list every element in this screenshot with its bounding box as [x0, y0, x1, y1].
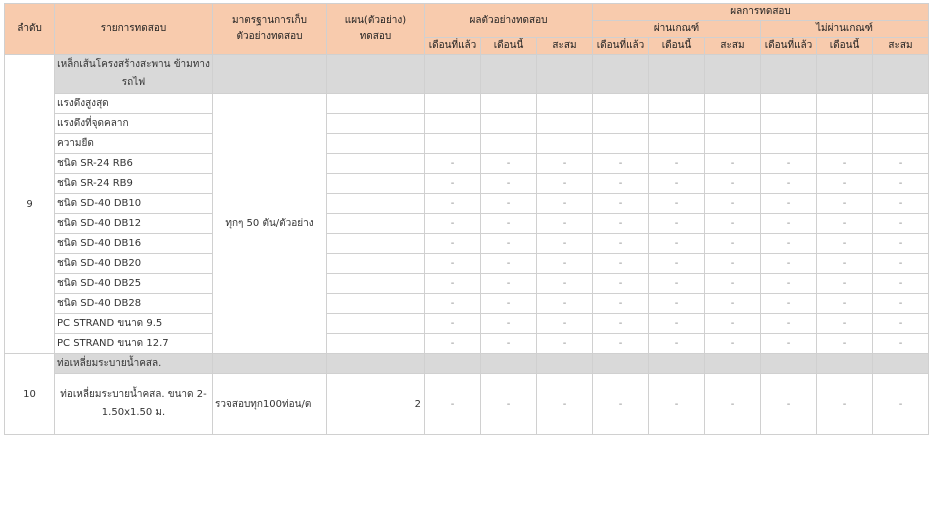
col-item: รายการทดสอบ — [55, 4, 213, 55]
plan-cell — [327, 314, 425, 334]
value-cell — [481, 114, 537, 134]
value-cell: - — [873, 294, 929, 314]
value-cell: - — [537, 294, 593, 314]
value-cell: - — [649, 314, 705, 334]
col-plan: แผน(ตัวอย่าง) ทดสอบ — [327, 4, 425, 55]
value-cell: - — [705, 294, 761, 314]
value-cell: - — [481, 374, 537, 435]
value-cell — [481, 94, 537, 114]
table-row — [5, 94, 929, 114]
value-cell: - — [425, 254, 481, 274]
item-label: แรงดึงที่จุดคลาก — [55, 114, 213, 134]
value-cell: - — [817, 274, 873, 294]
value-cell: - — [649, 374, 705, 435]
value-cell: - — [873, 254, 929, 274]
value-cell — [425, 114, 481, 134]
value-cell — [705, 94, 761, 114]
table-row — [5, 314, 929, 334]
plan-cell — [327, 254, 425, 274]
col-sample-results: ผลตัวอย่างทดสอบ — [425, 4, 593, 38]
value-cell: - — [425, 174, 481, 194]
value-cell: - — [593, 234, 649, 254]
value-cell: - — [705, 234, 761, 254]
value-cell — [817, 134, 873, 154]
plan-cell — [327, 154, 425, 174]
value-cell: - — [537, 154, 593, 174]
plan-cell — [327, 214, 425, 234]
plan-cell — [327, 94, 425, 114]
value-cell: - — [481, 234, 537, 254]
value-cell: - — [761, 234, 817, 254]
value-cell — [649, 114, 705, 134]
value-cell: - — [817, 154, 873, 174]
item-label: ชนิด SD-40 DB10 — [55, 194, 213, 214]
value-cell: - — [705, 314, 761, 334]
value-cell: - — [873, 214, 929, 234]
item-label: ชนิด SD-40 DB12 — [55, 214, 213, 234]
value-cell: - — [481, 314, 537, 334]
value-cell — [761, 114, 817, 134]
value-cell: - — [593, 314, 649, 334]
value-cell — [873, 94, 929, 114]
value-cell: - — [425, 294, 481, 314]
item-label: ชนิด SD-40 DB25 — [55, 274, 213, 294]
value-cell: - — [537, 194, 593, 214]
col-fail: ไม่ผ่านเกณฑ์ — [761, 21, 929, 38]
value-cell: - — [481, 274, 537, 294]
gray-cell — [481, 354, 537, 374]
value-cell: - — [873, 174, 929, 194]
table-row — [5, 274, 929, 294]
value-cell: - — [761, 174, 817, 194]
plan-cell — [327, 234, 425, 254]
value-cell: - — [593, 194, 649, 214]
table-row — [5, 55, 929, 94]
value-cell — [425, 94, 481, 114]
plan-cell — [327, 114, 425, 134]
item-label: แรงดึงสูงสุด — [55, 94, 213, 114]
value-cell: - — [593, 154, 649, 174]
value-cell: - — [593, 334, 649, 354]
gray-cell — [761, 354, 817, 374]
item-label: ท่อเหลี่ยมระบายน้ำคสล. ขนาด 2-1.50x1.50 ม. — [55, 374, 213, 435]
value-cell: - — [649, 214, 705, 234]
plan-cell: 2 — [327, 374, 425, 435]
col-pass: ผ่านเกณฑ์ — [593, 21, 761, 38]
col-pass-cumulative: สะสม — [705, 38, 761, 55]
item-label: ชนิด SD-40 DB16 — [55, 234, 213, 254]
col-pass-last-month: เดือนที่แล้ว — [593, 38, 649, 55]
value-cell: - — [425, 334, 481, 354]
table-row — [5, 374, 929, 435]
value-cell: - — [593, 254, 649, 274]
table-row — [5, 154, 929, 174]
plan-cell — [327, 334, 425, 354]
value-cell: - — [593, 174, 649, 194]
value-cell: - — [593, 274, 649, 294]
value-cell: - — [761, 314, 817, 334]
plan-cell — [327, 194, 425, 214]
value-cell — [537, 114, 593, 134]
value-cell: - — [425, 274, 481, 294]
value-cell — [761, 134, 817, 154]
value-cell — [761, 94, 817, 114]
group-seq: 10 — [5, 354, 55, 435]
value-cell — [817, 94, 873, 114]
value-cell — [593, 114, 649, 134]
value-cell: - — [761, 374, 817, 435]
table-row — [5, 254, 929, 274]
gray-cell — [649, 354, 705, 374]
value-cell: - — [537, 234, 593, 254]
value-cell: - — [817, 334, 873, 354]
value-cell: - — [649, 274, 705, 294]
table-row — [5, 294, 929, 314]
table-row — [5, 194, 929, 214]
table-row — [5, 134, 929, 154]
table-row — [5, 114, 929, 134]
gray-cell — [873, 354, 929, 374]
value-cell — [873, 114, 929, 134]
gray-cell — [705, 354, 761, 374]
value-cell: - — [537, 174, 593, 194]
value-cell: - — [817, 314, 873, 334]
value-cell: - — [537, 314, 593, 334]
value-cell: - — [817, 294, 873, 314]
value-cell — [705, 134, 761, 154]
group-standard: รวจสอบทุก100ท่อน/ต — [213, 374, 327, 435]
value-cell: - — [817, 214, 873, 234]
value-cell: - — [705, 174, 761, 194]
group-standard: ทุกๆ 50 ตัน/ตัวอย่าง — [213, 94, 327, 354]
value-cell: - — [817, 194, 873, 214]
value-cell: - — [649, 294, 705, 314]
value-cell: - — [593, 214, 649, 234]
value-cell: - — [649, 254, 705, 274]
value-cell: - — [817, 374, 873, 435]
value-cell: - — [649, 194, 705, 214]
value-cell — [649, 134, 705, 154]
value-cell: - — [537, 254, 593, 274]
item-label: ชนิด SD-40 DB28 — [55, 294, 213, 314]
item-label: ความยืด — [55, 134, 213, 154]
col-sample-cumulative: สะสม — [537, 38, 593, 55]
value-cell: - — [705, 194, 761, 214]
value-cell: - — [705, 374, 761, 435]
value-cell: - — [873, 314, 929, 334]
value-cell: - — [817, 174, 873, 194]
value-cell — [873, 134, 929, 154]
gray-cell — [537, 354, 593, 374]
value-cell — [593, 134, 649, 154]
value-cell: - — [537, 274, 593, 294]
gray-cell — [817, 354, 873, 374]
value-cell: - — [481, 254, 537, 274]
item-label: PC STRAND ขนาด 9.5 — [55, 314, 213, 334]
col-fail-last-month: เดือนที่แล้ว — [761, 38, 817, 55]
table-row — [5, 174, 929, 194]
value-cell: - — [649, 154, 705, 174]
col-fail-cumulative: สะสม — [873, 38, 929, 55]
col-standard: มาตรฐานการเก็บ ตัวอย่างทดสอบ — [213, 4, 327, 55]
gray-cell — [213, 354, 327, 374]
value-cell: - — [481, 154, 537, 174]
value-cell: - — [481, 334, 537, 354]
value-cell: - — [705, 154, 761, 174]
value-cell: - — [425, 214, 481, 234]
value-cell: - — [761, 214, 817, 234]
group-seq: 9 — [5, 55, 55, 354]
value-cell: - — [593, 374, 649, 435]
value-cell — [649, 94, 705, 114]
value-cell: - — [873, 194, 929, 214]
value-cell: - — [761, 154, 817, 174]
item-label: PC STRAND ขนาด 12.7 — [55, 334, 213, 354]
value-cell: - — [817, 234, 873, 254]
value-cell: - — [649, 334, 705, 354]
value-cell: - — [705, 334, 761, 354]
col-sample-this-month: เดือนนี้ — [481, 38, 537, 55]
plan-cell — [327, 174, 425, 194]
value-cell: - — [817, 254, 873, 274]
value-cell: - — [425, 314, 481, 334]
value-cell: - — [761, 194, 817, 214]
col-test-results: ผลการทดสอบ — [593, 4, 929, 21]
table-row — [5, 214, 929, 234]
item-label: ชนิด SR-24 RB9 — [55, 174, 213, 194]
value-cell: - — [537, 374, 593, 435]
value-cell — [705, 114, 761, 134]
value-cell: - — [481, 174, 537, 194]
value-cell: - — [593, 294, 649, 314]
value-cell: - — [761, 334, 817, 354]
col-sample-last-month: เดือนที่แล้ว — [425, 38, 481, 55]
plan-cell — [327, 294, 425, 314]
value-cell: - — [761, 254, 817, 274]
gray-cell — [425, 354, 481, 374]
plan-cell — [327, 134, 425, 154]
col-pass-this-month: เดือนนี้ — [649, 38, 705, 55]
value-cell: - — [873, 154, 929, 174]
value-cell: - — [537, 214, 593, 234]
table-row — [5, 354, 929, 374]
value-cell — [537, 94, 593, 114]
value-cell: - — [425, 154, 481, 174]
col-fail-this-month: เดือนนี้ — [817, 38, 873, 55]
col-seq: ลำดับ — [5, 4, 55, 55]
value-cell: - — [705, 274, 761, 294]
value-cell: - — [425, 234, 481, 254]
value-cell — [481, 134, 537, 154]
item-label: ชนิด SD-40 DB20 — [55, 254, 213, 274]
table-row — [5, 334, 929, 354]
group-title: เหล็กเส้นโครงสร้างสะพาน ข้ามทางรถไฟ — [55, 55, 213, 94]
value-cell: - — [481, 194, 537, 214]
gray-cell — [593, 354, 649, 374]
value-cell: - — [761, 274, 817, 294]
value-cell: - — [649, 234, 705, 254]
value-cell: - — [537, 334, 593, 354]
value-cell: - — [873, 274, 929, 294]
value-cell — [537, 134, 593, 154]
group-title: ท่อเหลี่ยมระบายน้ำคสล. — [55, 354, 213, 374]
value-cell: - — [705, 214, 761, 234]
gray-cell — [327, 354, 425, 374]
value-cell — [817, 114, 873, 134]
value-cell: - — [873, 334, 929, 354]
value-cell: - — [705, 254, 761, 274]
value-cell: - — [649, 174, 705, 194]
value-cell — [425, 134, 481, 154]
item-label: ชนิด SR-24 RB6 — [55, 154, 213, 174]
test-results-table — [4, 3, 929, 435]
table-row — [5, 234, 929, 254]
value-cell: - — [425, 374, 481, 435]
value-cell: - — [481, 214, 537, 234]
value-cell: - — [481, 294, 537, 314]
value-cell: - — [425, 194, 481, 214]
value-cell: - — [873, 234, 929, 254]
value-cell: - — [761, 294, 817, 314]
value-cell — [593, 94, 649, 114]
value-cell: - — [873, 374, 929, 435]
plan-cell — [327, 274, 425, 294]
